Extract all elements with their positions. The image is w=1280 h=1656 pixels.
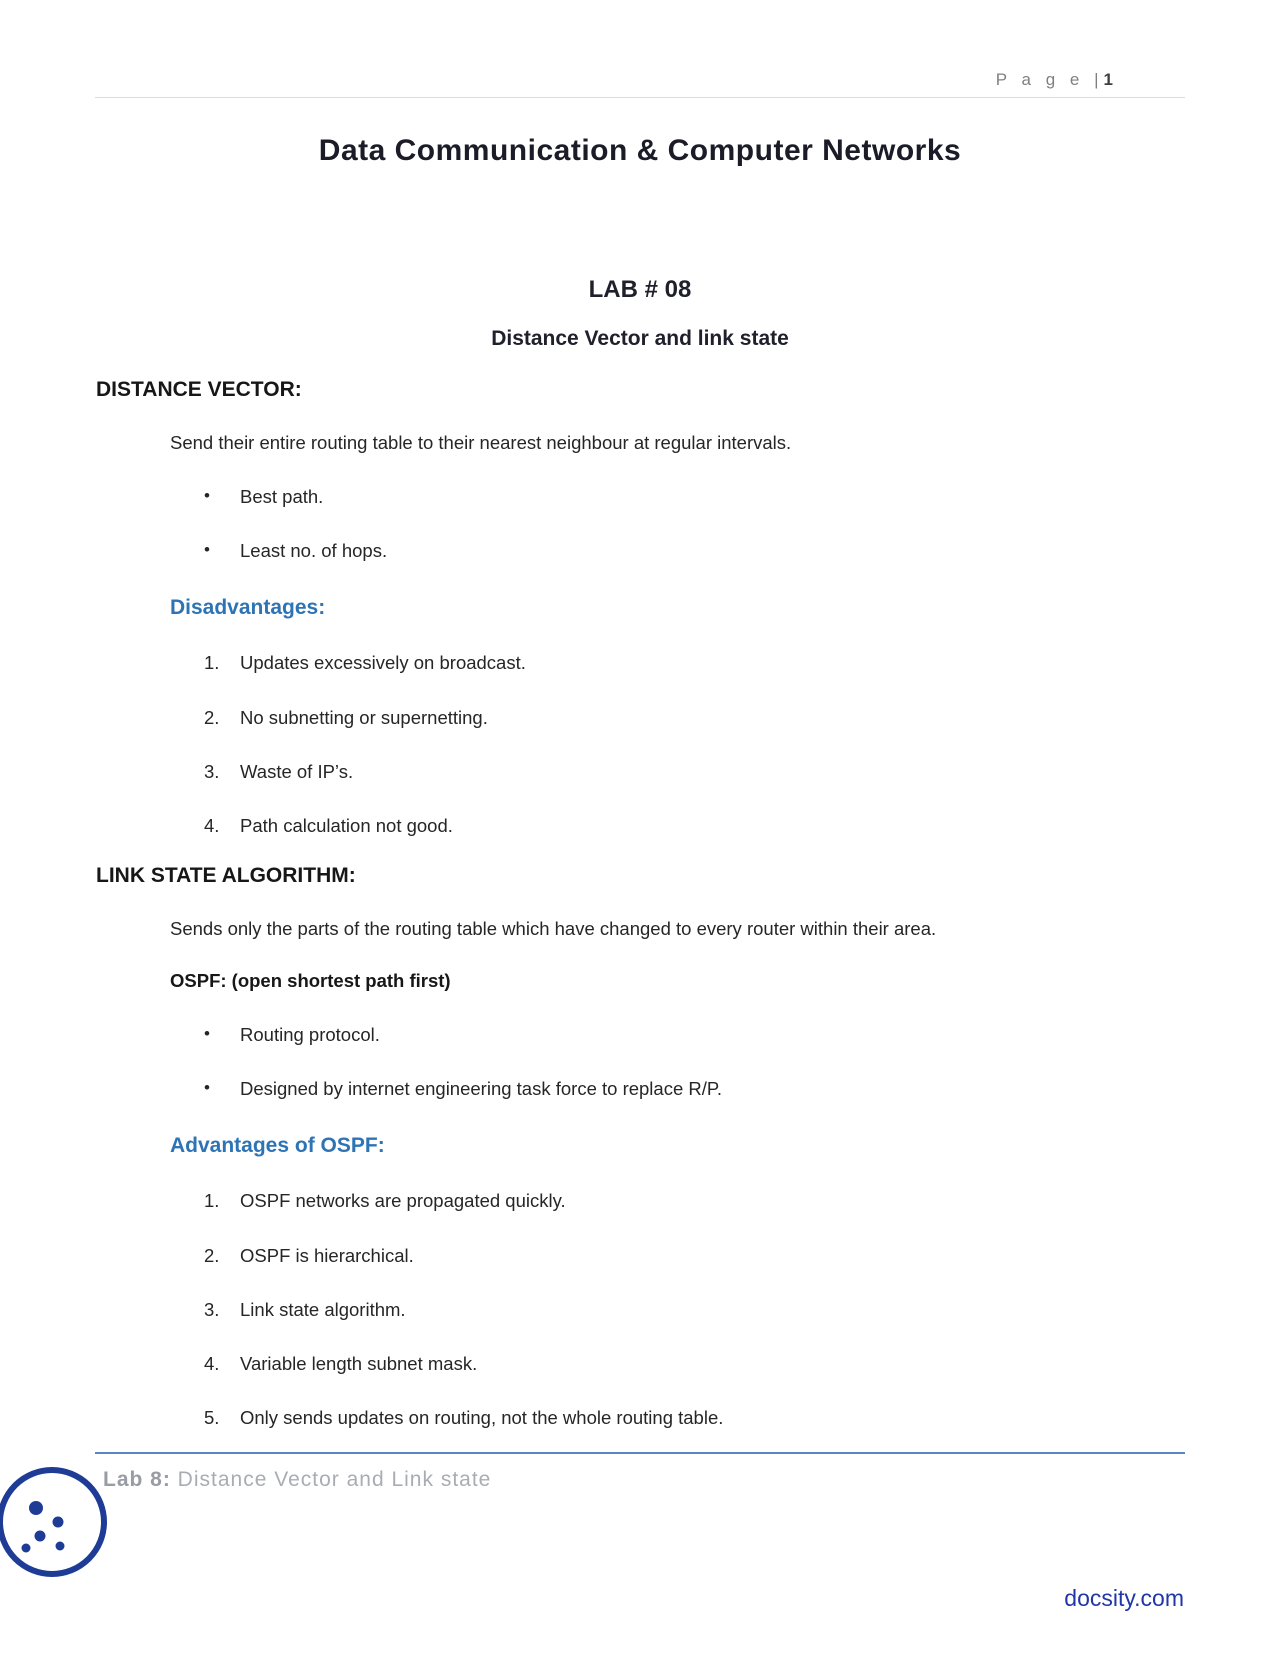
list-item <box>204 1352 1184 1375</box>
list-item <box>204 1298 1184 1321</box>
page-separator: | <box>1094 70 1104 89</box>
footer-lab-text: Distance Vector and Link state <box>170 1468 492 1491</box>
list-item <box>204 539 1184 562</box>
footer-divider <box>95 1452 1185 1454</box>
list-item-text: Variable length subnet mask. <box>240 1352 478 1374</box>
list-item-text: Link state algorithm. <box>240 1298 406 1320</box>
section-heading-link-state: LINK STATE ALGORITHM: <box>96 863 356 887</box>
list-item-text: No subnetting or supernetting. <box>240 706 488 728</box>
disadvantages-heading: Disadvantages: <box>170 596 326 620</box>
advantages-heading: Advantages of OSPF: <box>170 1134 385 1158</box>
list-number: 3. <box>204 760 220 782</box>
ospf-heading: OSPF: (open shortest path first) <box>170 970 451 991</box>
list-item <box>204 1406 1184 1429</box>
docsity-logo <box>0 1456 120 1592</box>
list-item-text: Designed by internet engineering task force to replace R/P. <box>240 1078 722 1100</box>
bullet-marker: • <box>204 1024 210 1044</box>
link-state-intro: Sends only the parts of the routing table which have changed to every router within their area. <box>170 917 937 939</box>
list-item <box>204 1077 1184 1100</box>
list-number: 5. <box>204 1406 220 1428</box>
list-item <box>204 814 1184 837</box>
list-item-text: OSPF is hierarchical. <box>240 1244 414 1266</box>
header-divider <box>95 97 1185 98</box>
list-item <box>204 1244 1184 1267</box>
list-item-text: Path calculation not good. <box>240 814 453 836</box>
list-item <box>204 485 1184 508</box>
list-item-text: Routing protocol. <box>240 1024 380 1046</box>
distance-vector-intro: Send their entire routing table to their nearest neighbour at regular intervals. <box>170 432 792 453</box>
list-item-text: Waste of IP’s. <box>240 760 354 782</box>
page-number-header <box>996 70 1113 90</box>
bullet-marker: • <box>204 540 210 560</box>
page-label: P a g e <box>995 70 1085 89</box>
list-item-text: OSPF networks are propagated quickly. <box>240 1190 566 1212</box>
list-number: 1. <box>204 1190 220 1212</box>
docsity-logo-icon <box>0 1456 120 1592</box>
docsity-link[interactable]: docsity.com <box>1064 1585 1184 1611</box>
document-title: Data Communication & Computer Networks <box>318 134 962 167</box>
page-number: 1 <box>1103 70 1113 89</box>
footer-caption <box>103 1468 491 1492</box>
section-heading-distance-vector: DISTANCE VECTOR: <box>96 378 302 401</box>
footer-lab-label: Lab 8: <box>103 1468 171 1491</box>
list-item <box>204 651 1184 674</box>
list-number: 4. <box>204 1352 220 1374</box>
lab-title-heading: Distance Vector and link state <box>491 327 789 350</box>
list-item-text: Best path. <box>240 486 324 508</box>
list-number: 1. <box>204 652 220 674</box>
list-item <box>204 706 1184 729</box>
list-number: 3. <box>204 1298 220 1320</box>
list-item-text: Updates excessively on broadcast. <box>240 652 526 674</box>
list-item <box>204 760 1184 783</box>
list-item-text: Only sends updates on routing, not the whole routing table. <box>240 1406 724 1428</box>
list-number: 2. <box>204 1244 220 1266</box>
bullet-marker: • <box>204 486 210 506</box>
list-number: 4. <box>204 814 220 836</box>
lab-number-heading: LAB # 08 <box>588 276 692 303</box>
list-number: 2. <box>204 706 220 728</box>
list-item <box>204 1189 1184 1212</box>
bullet-marker: • <box>204 1078 210 1098</box>
list-item-text: Least no. of hops. <box>240 540 388 562</box>
list-item <box>204 1023 1184 1046</box>
